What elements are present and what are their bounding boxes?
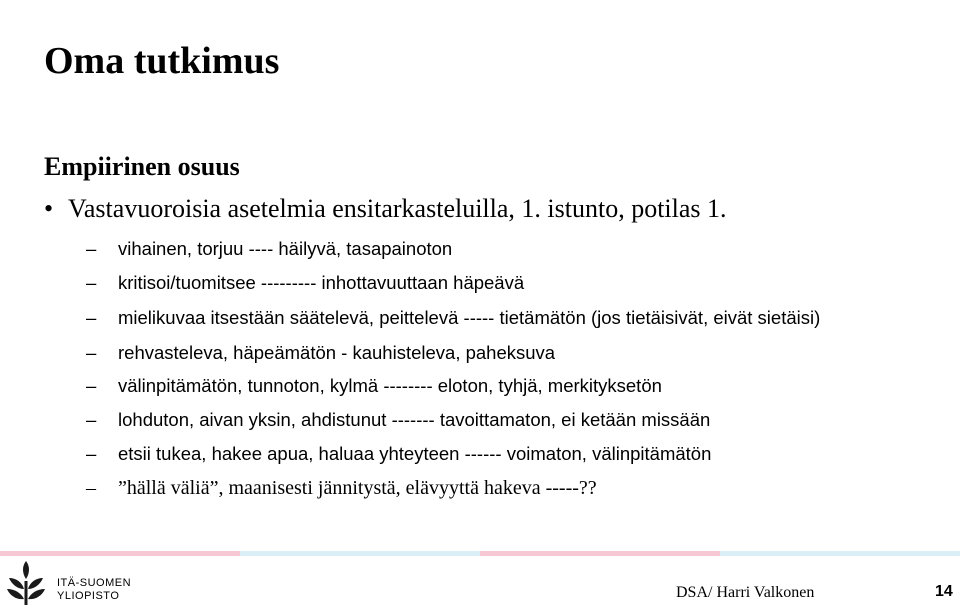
university-name (57, 577, 131, 603)
dash-marker: – (86, 477, 96, 499)
sub-item-text: lohduton, aivan yksin, ahdistunut ------- tavoittamaton, ei ketään missään (118, 409, 711, 430)
footer-author: DSA/ Harri Valkonen (676, 584, 815, 601)
sub-item (0, 268, 960, 298)
stripe-segment (480, 551, 720, 556)
bullet-item (44, 194, 727, 224)
sub-item-text: ”hällä väliä”, maanisesti jännitystä, elävyyttä hakeva -----?? (118, 477, 597, 499)
sub-item-text: mielikuvaa itsestään säätelevä, peittelevä ----- tietämätön (jos tietäisivät, eivät sietäisi) (118, 307, 821, 328)
sub-item (0, 234, 960, 264)
slide-title: Oma tutkimus (44, 40, 280, 82)
sub-item-text: välinpitämätön, tunnoton, kylmä -------- eloton, tyhjä, merkityksetön (118, 375, 662, 396)
sub-item (0, 473, 960, 503)
bullet-text: Vastavuoroisia asetelmia ensitarkasteluilla, 1. istunto, potilas 1. (68, 194, 727, 223)
dash-marker: – (86, 375, 97, 396)
stripe-segment (720, 551, 960, 556)
dash-marker: – (86, 238, 97, 259)
page-number: 14 (935, 583, 953, 600)
university-name-line1: ITÄ-SUOMEN (57, 577, 132, 589)
sub-item-text: vihainen, torjuu ---- häilyvä, tasapainoton (118, 238, 453, 259)
dash-marker: – (86, 272, 97, 293)
footer-stripe (0, 551, 960, 556)
sub-item (0, 439, 960, 469)
dash-marker: – (86, 409, 97, 430)
sub-item (0, 338, 960, 368)
bullet-dot: • (44, 194, 54, 223)
dash-marker: – (86, 307, 97, 328)
section-heading: Empiirinen osuus (44, 152, 240, 181)
sub-item-text: rehvasteleva, häpeämätön - kauhisteleva, paheksuva (118, 342, 556, 363)
stripe-segment (0, 551, 240, 556)
sub-item-text: etsii tukea, hakee apua, haluaa yhteyteen ------ voimaton, välinpitämätön (118, 443, 712, 464)
dash-marker: – (86, 443, 97, 464)
university-logo-icon (6, 559, 46, 607)
sub-item-text: kritisoi/tuomitsee --------- inhottavuuttaan häpeävä (118, 272, 525, 293)
sub-item (0, 405, 960, 435)
university-name-line2: YLIOPISTO (57, 590, 120, 602)
dash-marker: – (86, 342, 97, 363)
sub-item (0, 303, 960, 333)
sub-item (0, 371, 960, 401)
stripe-segment (240, 551, 480, 556)
